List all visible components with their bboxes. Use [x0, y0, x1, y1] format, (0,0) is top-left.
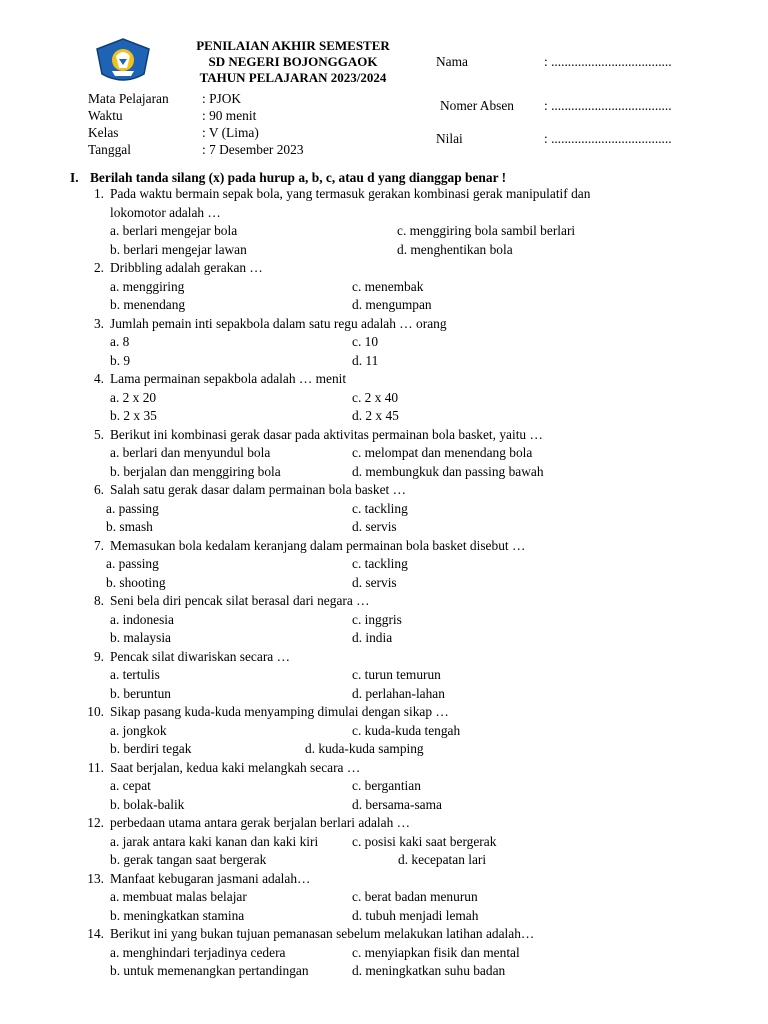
option-c[interactable]: c. menyiapkan fisik dan mental [352, 944, 520, 960]
exam-title-line-1: PENILAIAN AKHIR SEMESTER [196, 38, 390, 53]
option-a[interactable]: a. berlari mengejar bola [110, 223, 238, 238]
option-a[interactable]: a. indonesia [110, 611, 174, 627]
question-7 [0, 537, 768, 593]
question-8 [0, 592, 768, 648]
option-a[interactable]: a. jongkok [110, 722, 167, 738]
question-14 [0, 925, 768, 981]
option-a[interactable]: a. 8 [110, 334, 130, 349]
option-d[interactable]: d. mengumpan [352, 297, 432, 312]
option-c[interactable]: c. bergantian [352, 778, 421, 793]
question-number: 11. [87, 759, 104, 775]
meta-value: : PJOK [202, 91, 242, 106]
option-c[interactable]: c. tackling [352, 500, 408, 516]
option-d[interactable]: d. bersama-sama [352, 796, 442, 812]
question-text: perbedaan utama antara gerak berjalan berlari adalah … [110, 815, 411, 830]
meta-label: Mata Pelajaran [88, 91, 169, 106]
option-b[interactable]: b. 2 x 35 [110, 408, 157, 423]
meta-row [88, 141, 388, 158]
nilai-label: Nilai [436, 131, 463, 146]
question-number: 4. [93, 371, 104, 386]
option-a[interactable]: a. membuat malas belajar [110, 889, 247, 904]
option-b[interactable]: b. berjalan dan menggiring bola [110, 463, 281, 479]
option-b[interactable]: b. beruntun [110, 685, 171, 701]
option-b[interactable]: b. meningkatkan stamina [110, 907, 245, 923]
option-b[interactable]: b. malaysia [110, 630, 171, 645]
exam-title-line-2: SD NEGERI BOJONGGAOK [208, 54, 378, 69]
name-field[interactable] [436, 53, 736, 71]
question-text: Seni bela diri pencak silat berasal dari negara … [110, 593, 370, 608]
section-numeral: I. [70, 170, 79, 185]
question-text: Pada waktu bermain sepak bola, yang termasuk gerakan kombinasi gerak manipulatif dan [110, 186, 591, 201]
option-b[interactable]: b. untuk memenangkan pertandingan [110, 963, 309, 978]
question-10 [0, 703, 768, 759]
question-text: Salah satu gerak dasar dalam permainan bola basket … [110, 482, 406, 497]
question-3 [0, 315, 768, 371]
option-d[interactable]: d. india [352, 630, 393, 645]
meta-row [88, 124, 388, 141]
question-6 [0, 481, 768, 537]
option-a[interactable]: a. berlari dan menyundul bola [110, 445, 271, 460]
question-text: Saat berjalan, kedua kaki melangkah secara … [110, 759, 361, 775]
option-c[interactable]: c. melompat dan menendang bola [352, 445, 533, 460]
question-text: Berikut ini kombinasi gerak dasar pada aktivitas permainan bola basket, yaitu … [110, 426, 543, 442]
question-5 [0, 426, 768, 482]
question-number: 2. [93, 260, 104, 275]
question-number: 5. [93, 426, 104, 442]
option-c[interactable]: c. berat badan menurun [352, 889, 478, 904]
option-b[interactable]: b. menendang [110, 297, 186, 312]
question-9 [0, 648, 768, 704]
option-c[interactable]: c. turun temurun [352, 667, 441, 682]
question-number: 8. [93, 593, 104, 608]
nilai-field[interactable] [436, 130, 736, 148]
question-text: Pencak silat diwariskan secara … [110, 648, 290, 664]
tut-wuri-handayani-logo-icon [94, 38, 152, 86]
option-b[interactable]: b. gerak tangan saat bergerak [110, 852, 267, 867]
option-a[interactable]: a. 2 x 20 [110, 389, 157, 405]
question-text: Sikap pasang kuda-kuda menyamping dimulai dengan sikap … [110, 704, 449, 719]
option-c[interactable]: c. menggiring bola sambil berlari [397, 223, 576, 238]
section-instruction-text: Berilah tanda silang (x) pada hurup a, b, c, atau d yang dianggap benar ! [90, 170, 507, 185]
question-text: Berikut ini yang bukan tujuan pemanasan sebelum melakukan latihan adalah… [110, 926, 535, 941]
absen-field[interactable] [440, 97, 740, 115]
question-text: Memasukan bola kedalam keranjang dalam permainan bola basket disebut … [110, 537, 526, 553]
option-c[interactable]: c. kuda-kuda tengah [352, 722, 461, 738]
question-number: 14. [87, 926, 104, 941]
meta-row [88, 90, 388, 107]
question-13 [0, 870, 768, 926]
option-a[interactable]: a. tertulis [110, 667, 160, 682]
option-c[interactable]: c. inggris [352, 611, 402, 627]
question-2 [0, 259, 768, 315]
absen-value[interactable]: : .................................... [544, 98, 672, 113]
option-b[interactable]: b. smash [106, 519, 153, 534]
option-b[interactable]: b. 9 [110, 352, 131, 368]
option-c[interactable]: c. 2 x 40 [352, 389, 399, 405]
question-number: 13. [87, 870, 104, 886]
option-d[interactable]: d. servis [352, 519, 397, 534]
question-text: Jumlah pemain inti sepakbola dalam satu regu adalah … orang [110, 315, 447, 331]
name-value[interactable]: : .................................... [544, 54, 672, 69]
option-d[interactable]: d. kecepatan lari [398, 852, 487, 867]
option-b[interactable]: b. berlari mengejar lawan [110, 241, 247, 257]
question-text-continued: lokomotor adalah … [110, 204, 221, 220]
question-4 [0, 370, 768, 426]
question-1 [0, 185, 768, 259]
meta-label: Kelas [88, 125, 119, 140]
option-d[interactable]: d. membungkuk dan passing bawah [352, 463, 544, 479]
option-d[interactable]: d. 11 [352, 352, 379, 368]
question-11 [0, 759, 768, 815]
option-d[interactable]: d. 2 x 45 [352, 408, 399, 423]
name-label: Nama [436, 54, 468, 69]
option-d[interactable]: d. meningkatkan suhu badan [352, 963, 506, 978]
option-a[interactable]: a. menghindari terjadinya cedera [110, 944, 286, 960]
exam-title-line-3: TAHUN PELAJARAN 2023/2024 [199, 70, 387, 85]
question-number: 6. [93, 482, 104, 497]
option-d[interactable]: d. servis [352, 574, 397, 590]
meta-label: Tanggal [88, 142, 131, 157]
option-a[interactable]: a. cepat [110, 778, 151, 793]
exam-title [162, 38, 424, 86]
question-text: Lama permainan sepakbola adalah … menit [110, 371, 347, 386]
question-number: 7. [93, 537, 104, 553]
question-12 [0, 814, 768, 870]
absen-label: Nomer Absen [440, 98, 515, 113]
question-number: 1. [93, 186, 104, 201]
option-b[interactable]: b. bolak-balik [110, 796, 185, 812]
option-c[interactable]: c. posisi kaki saat bergerak [352, 833, 497, 849]
meta-row [88, 107, 388, 124]
option-a[interactable]: a. menggiring [110, 278, 185, 294]
option-c[interactable]: c. 10 [352, 334, 379, 349]
option-d[interactable]: d. kuda-kuda samping [305, 741, 424, 756]
option-c[interactable]: c. tackling [352, 556, 408, 571]
option-a[interactable]: a. jarak antara kaki kanan dan kaki kiri [110, 833, 319, 849]
option-b[interactable]: b. shooting [106, 574, 166, 590]
question-list [0, 185, 768, 981]
question-number: 3. [93, 315, 104, 331]
question-number: 9. [93, 648, 104, 664]
meta-value: : 90 menit [202, 108, 257, 123]
option-b[interactable]: b. berdiri tegak [110, 741, 192, 756]
question-text: Dribbling adalah gerakan … [110, 260, 263, 275]
question-text: Manfaat kebugaran jasmani adalah… [110, 870, 311, 886]
option-d[interactable]: d. menghentikan bola [397, 241, 513, 257]
option-d[interactable]: d. tubuh menjadi lemah [352, 907, 479, 923]
meta-value: : 7 Desember 2023 [202, 142, 304, 157]
option-c[interactable]: c. menembak [352, 278, 424, 294]
meta-value: : V (Lima) [202, 125, 259, 140]
nilai-value[interactable]: : .................................... [544, 131, 672, 146]
question-number: 12. [87, 815, 104, 830]
exam-meta [88, 90, 388, 158]
option-d[interactable]: d. perlahan-lahan [352, 685, 445, 701]
question-number: 10. [87, 704, 104, 719]
meta-label: Waktu [88, 108, 123, 123]
option-a[interactable]: a. passing [106, 556, 159, 571]
option-a[interactable]: a. passing [106, 500, 159, 516]
